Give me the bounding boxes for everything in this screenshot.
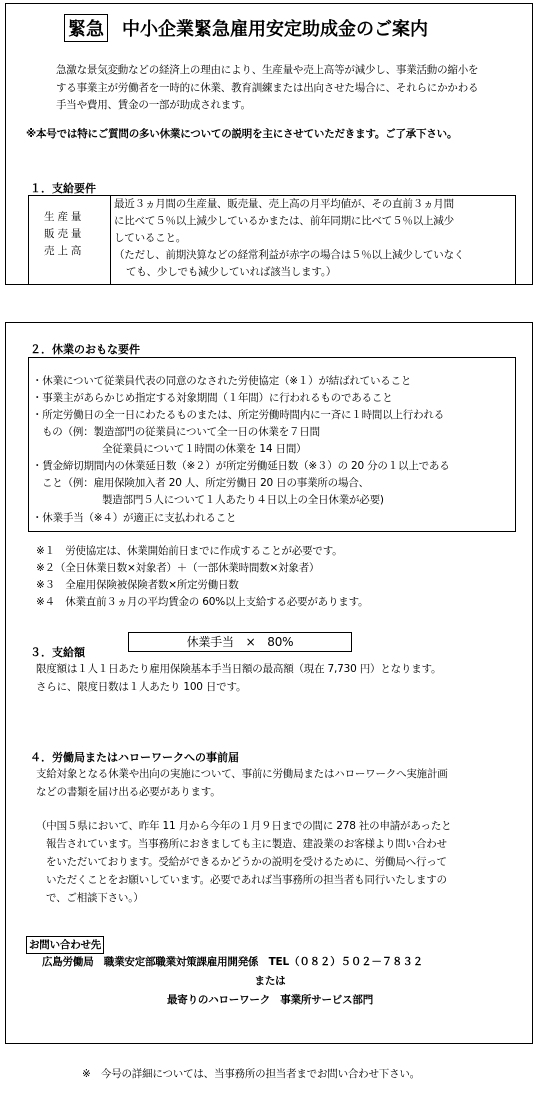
note-1: ※１ 労使協定は、休業開始前日までに作成することが必要です。 [36, 545, 343, 557]
holiday-req-8: 製造部門５人について１人あたり４日以上の全日休業が必要) [102, 494, 384, 506]
section-4-heading: ４．労働局またはハローワークへの事前届 [30, 751, 239, 764]
req-line-3: していること。 [114, 232, 187, 244]
req-line-5: ても、少しでも減少していれば該当します。） [126, 266, 337, 278]
holiday-req-1: ・休業について従業員代表の同意のなされた労使協定（※１）が結ばれていること [32, 375, 412, 387]
section-3-heading: ３．支給額 [30, 646, 85, 659]
para-line-5: で、ご相談下さい。） [46, 892, 144, 904]
table-divider [110, 195, 111, 285]
intro-line-3: 手当や費用、賃金の一部が助成されます。 [56, 99, 251, 111]
advance-line-2: などの書類を届け出る必要があります。 [36, 786, 221, 798]
title-text: 中小企業緊急雇用安定助成金のご案内 [122, 19, 428, 40]
para-line-1: （中国５県において、昨年 11 月から今年の１月９日までの間に 278 社の申請があったと [36, 820, 452, 832]
holiday-req-5: 全従業員について１時間の休業を 14 日間） [102, 443, 307, 455]
section-2-heading: ２．休業のおもな要件 [30, 343, 140, 356]
note-2: ※２（全日休業日数×対象者）＋（一部休業時間数×対象者） [36, 562, 320, 574]
req-line-4: （ただし、前期決算などの経常利益が赤字の場合は５％以上減少していなく [114, 249, 465, 261]
holiday-req-7: こと（例：雇用保険加入者 20 人、所定労働日 20 日の事業所の場合、 [42, 477, 369, 489]
note-4: ※４ 休業直前３ヵ月の平均賃金の 60%以上支給する必要があります。 [36, 596, 369, 608]
contact-line-1: 広島労働局 職業安定部職業対策課雇用開発係 TEL（０８２）５０２－７８３２ [42, 956, 423, 968]
para-line-4: いただくことをお願いしています。必要であれば当事務所の担当者も同行いたしますの [46, 874, 447, 886]
holiday-req-6: ・賃金締切期間内の休業延日数（※２）が所定労働延日数（※３）の 20 分の１以上である [32, 460, 450, 472]
label-sales-amount: 売 上 高 [44, 245, 82, 257]
holiday-req-2: ・事業主があらかじめ指定する対象期間（１年間）に行われるものであること [32, 392, 393, 404]
holiday-req-4: もの（例：製造部門の従業員について全一日の休業を７日間 [42, 426, 320, 438]
contact-label: お問い合わせ先 [26, 936, 104, 954]
formula-text: 休業手当 × 80% [186, 635, 294, 649]
page-title [64, 14, 428, 42]
label-sales-volume: 販 売 量 [44, 228, 82, 240]
para-line-3: をいただいております。受給ができるかどうかの説明を受けるために、労働局へ行って [46, 856, 447, 868]
label-production: 生 産 量 [44, 211, 82, 223]
footer-note: ※ 今号の詳細については、当事務所の担当者までお問い合わせ下さい。 [82, 1068, 420, 1080]
limit-line-1: 限度額は１人１日あたり雇用保険基本手当日額の最高額（現在 7,730 円）となります。 [36, 663, 442, 675]
req-line-2: に比べて５％以上減少しているかまたは、前年同期に比べて５％以上減少 [114, 215, 454, 227]
intro-note: ※本号では特にご質問の多い休業についての説明を主にさせていただきます。ご了承下さい。 [26, 128, 458, 140]
advance-line-1: 支給対象となる休業や出向の実施について、事前に労働局またはハローワークへ実施計画 [36, 768, 448, 780]
contact-line-3: 最寄りのハローワーク 事業所サービス部門 [167, 994, 373, 1006]
holiday-req-9: ・休業手当（※４）が適正に支払われること [32, 512, 237, 524]
intro-line-2: する事業主が労働者を一時的に休業、教育訓練または出向させた場合に、それらにかかわる [56, 82, 479, 94]
para-line-2: 報告されています。当事務所におきましても主に製造、建設業のお客様より問い合わせ [46, 838, 447, 850]
section-1-heading: １．支給要件 [30, 182, 96, 195]
intro-line-1: 急激な景気変動などの経済上の理由により、生産量や売上高等が減少し、事業活動の縮小を [56, 64, 479, 76]
limit-line-2: さらに、限度日数は１人あたり 100 日です。 [36, 681, 247, 693]
contact-or: または [254, 975, 286, 987]
holiday-req-3: ・所定労働日の全一日にわたるものまたは、所定労働時間内に一斉に１時間以上行われる [32, 409, 444, 421]
note-3: ※３ 全雇用保険被保険者数×所定労働日数 [36, 579, 239, 591]
req-line-1: 最近３ヵ月間の生産量、販売量、売上高の月平均値が、その直前３ヵ月間 [114, 198, 454, 210]
urgent-badge: 緊急 [64, 14, 108, 42]
